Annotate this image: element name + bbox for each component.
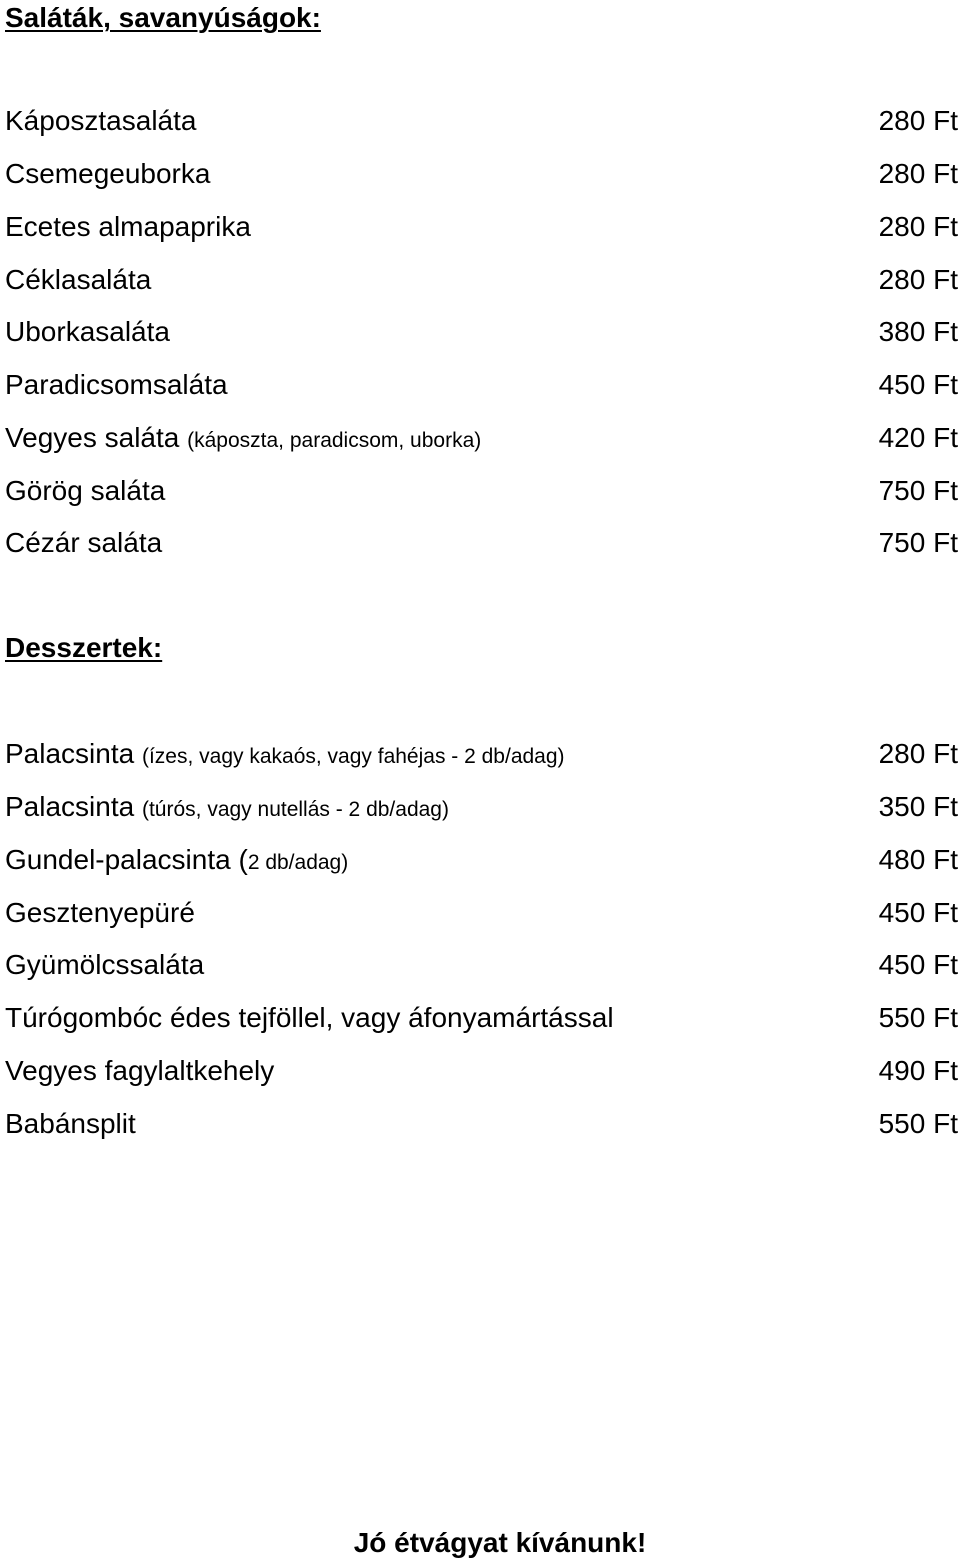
menu-item-note: 2 db/adag) xyxy=(247,850,349,874)
menu-item-row xyxy=(5,728,958,781)
menu-item-row xyxy=(5,939,958,992)
menu-item-description xyxy=(5,738,565,770)
menu-item-name: Gyümölcssaláta xyxy=(5,949,205,981)
menu-item-row xyxy=(5,886,958,939)
menu-item-description xyxy=(5,211,251,243)
menu-item-price: 280 Ft xyxy=(878,210,958,242)
menu-item-description xyxy=(5,475,165,507)
menu-item-price: 280 Ft xyxy=(878,263,958,295)
menu-item-price: 280 Ft xyxy=(878,158,958,190)
menu-item-price: 280 Ft xyxy=(878,105,958,137)
menu-item-note: (káposzta, paradicsom, uborka) xyxy=(187,428,482,452)
menu-item-name: Káposztasaláta xyxy=(5,105,197,137)
menu-item-name: Ecetes almapaprika xyxy=(5,210,251,242)
menu-item-row xyxy=(5,201,958,254)
menu-item-description xyxy=(5,158,210,190)
menu-item-row xyxy=(5,253,958,306)
menu-item-description xyxy=(5,1002,614,1034)
desserts-heading: Desszertek: xyxy=(5,632,163,663)
menu-item-row xyxy=(5,517,958,570)
menu-item-name: Túrógombóc édes tejföllel, vagy áfonyamártással xyxy=(5,1002,614,1034)
menu-item-name: Céklasaláta xyxy=(5,263,152,295)
menu-item-price: 280 Ft xyxy=(878,738,958,770)
menu-item-row xyxy=(5,834,958,887)
menu-item-price: 380 Ft xyxy=(878,316,958,348)
menu-item-description xyxy=(5,1055,274,1087)
menu-item-description xyxy=(5,105,196,137)
menu-item-description xyxy=(5,1108,136,1140)
menu-item-name: Paradicsomsaláta xyxy=(5,369,228,401)
menu-item-description xyxy=(5,264,151,296)
closing-message: Jó étvágyat kívánunk! xyxy=(353,1527,647,1558)
salads-list xyxy=(5,95,958,570)
menu-item-row xyxy=(5,412,958,465)
menu-item-description xyxy=(5,844,348,876)
menu-item-price: 450 Ft xyxy=(878,369,958,401)
menu-item-row xyxy=(5,148,958,201)
menu-item-row xyxy=(5,359,958,412)
menu-item-name: Palacsinta xyxy=(5,738,142,770)
menu-item-note: (ízes, vagy kakaós, vagy fahéjas - 2 db/adag) xyxy=(141,745,565,769)
menu-item-description xyxy=(5,316,170,348)
salads-heading: Saláták, savanyúságok: xyxy=(5,2,321,33)
menu-item-name: Vegyes fagylaltkehely xyxy=(5,1054,275,1086)
menu-item-price: 750 Ft xyxy=(878,527,958,559)
menu-item-row xyxy=(5,306,958,359)
menu-item-price: 550 Ft xyxy=(878,1107,958,1139)
menu-item-description xyxy=(5,527,162,559)
menu-item-name: Gesztenyepüré xyxy=(5,896,195,928)
menu-item-price: 350 Ft xyxy=(878,791,958,823)
menu-item-name: Görög saláta xyxy=(5,474,166,506)
menu-item-description xyxy=(5,369,228,401)
menu-item-row xyxy=(5,1045,958,1098)
menu-item-name: Csemegeuborka xyxy=(5,158,211,190)
menu-item-name: Uborkasaláta xyxy=(5,316,170,348)
menu-item-name: Cézár saláta xyxy=(5,527,163,559)
menu-item-description xyxy=(5,949,204,981)
desserts-list xyxy=(5,728,958,1150)
menu-item-name: Vegyes saláta xyxy=(5,421,188,453)
menu-item-price: 490 Ft xyxy=(878,1054,958,1086)
menu-item-price: 550 Ft xyxy=(878,1002,958,1034)
menu-item-row xyxy=(5,1097,958,1150)
menu-item-price: 420 Ft xyxy=(878,421,958,453)
menu-item-name: Palacsinta xyxy=(5,791,142,823)
menu-item-row xyxy=(5,464,958,517)
menu-item-note: (túrós, vagy nutellás - 2 db/adag) xyxy=(141,798,449,822)
menu-item-price: 450 Ft xyxy=(878,896,958,928)
menu-item-description xyxy=(5,422,481,454)
menu-item-row xyxy=(5,95,958,148)
menu-item-name: Gundel-palacsinta ( xyxy=(5,843,248,875)
menu-item-row xyxy=(5,992,958,1045)
menu-item-description xyxy=(5,791,449,823)
menu-item-price: 450 Ft xyxy=(878,949,958,981)
menu-item-description xyxy=(5,897,195,929)
menu-item-name: Babánsplit xyxy=(5,1107,136,1139)
menu-item-row xyxy=(5,781,958,834)
menu-item-price: 750 Ft xyxy=(878,474,958,506)
menu-item-price: 480 Ft xyxy=(878,843,958,875)
